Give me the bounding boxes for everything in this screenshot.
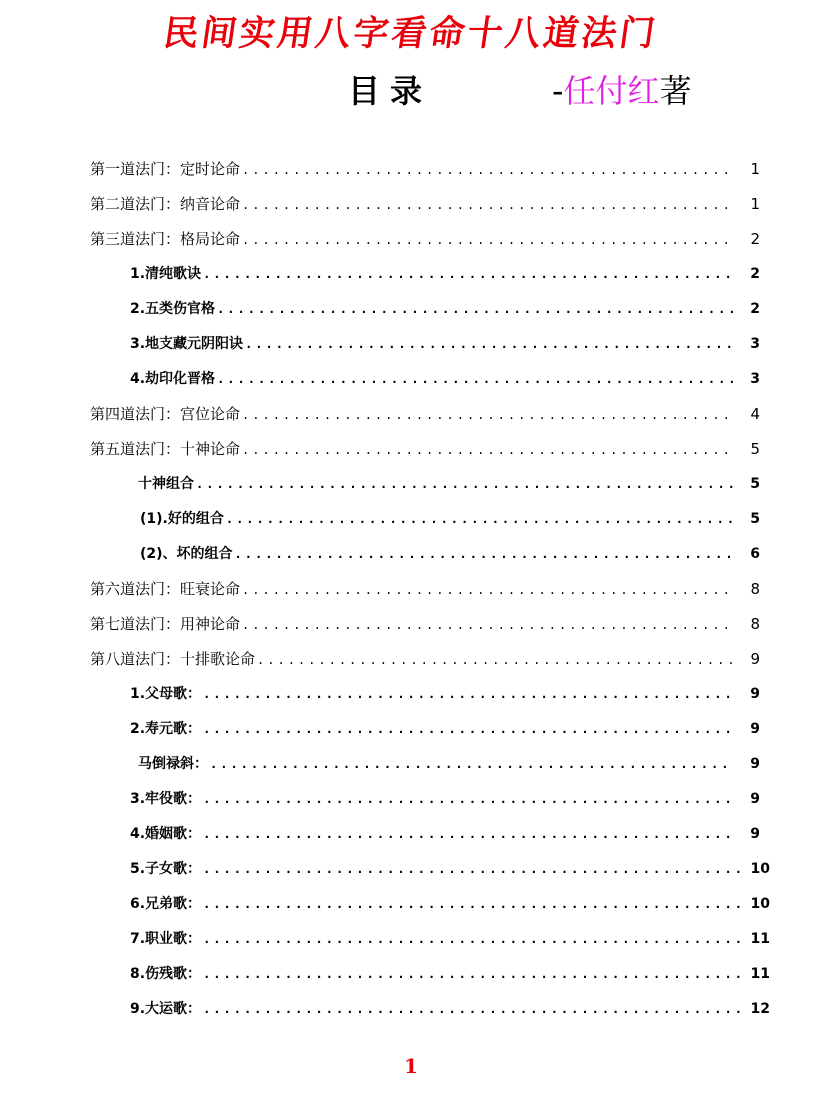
toc-entry-page: 10 — [750, 896, 770, 912]
dot-leader — [242, 408, 734, 422]
toc-entry-page: 5 — [750, 440, 760, 458]
toc-entry[interactable] — [130, 683, 760, 718]
toc-entry-label: 1.清纯歌诀 — [130, 266, 202, 282]
toc-entry-label: 6.兄弟歌： — [130, 896, 202, 912]
toc-entry-page: 10 — [750, 861, 770, 877]
dot-leader — [242, 198, 734, 212]
toc-entry[interactable] — [130, 823, 760, 858]
toc-entry[interactable] — [130, 893, 770, 928]
toc-entry-label: 1.父母歌： — [130, 686, 202, 702]
toc-entry-page: 5 — [750, 476, 760, 492]
toc-entry-label: 9.大运歌： — [130, 1001, 202, 1017]
dot-leader — [203, 1002, 744, 1016]
toc-entry-page: 2 — [750, 301, 760, 317]
toc-entry-label: 第八道法门：十排歌论命 — [90, 650, 256, 668]
toc-entry[interactable] — [138, 473, 760, 508]
dot-leader — [196, 477, 734, 491]
toc-entry[interactable] — [130, 858, 770, 893]
toc-heading: 目录 — [348, 72, 433, 110]
toc-entry[interactable] — [90, 648, 760, 683]
toc-entry[interactable] — [90, 228, 760, 263]
toc-entry-label: 第一道法门：定时论命 — [90, 160, 241, 178]
document-title: 民间实用八字看命十八道法门 — [160, 13, 661, 54]
dot-leader — [257, 653, 734, 667]
toc-entry-page: 8 — [750, 615, 760, 633]
toc-entry[interactable] — [90, 158, 760, 193]
toc-entry-page: 2 — [750, 230, 760, 248]
page-number: 1 — [404, 1054, 418, 1078]
toc-entry-label: (2)、坏的组合 — [140, 546, 233, 562]
dot-leader — [203, 967, 744, 981]
toc-entry[interactable] — [130, 998, 770, 1033]
author-name: 任付红 — [563, 72, 660, 110]
toc-entry-label: 4.婚姻歌： — [130, 826, 202, 842]
dot-leader — [217, 302, 734, 316]
toc-entry[interactable] — [130, 928, 770, 963]
toc-entry-page: 9 — [750, 650, 760, 668]
toc-entry[interactable] — [130, 263, 760, 298]
dot-leader — [242, 233, 734, 247]
toc-entry[interactable] — [90, 613, 760, 648]
toc-entry-label: 第五道法门：十神论命 — [90, 440, 241, 458]
toc-entry-label: 2.寿元歌： — [130, 721, 202, 737]
dot-leader — [203, 792, 734, 806]
toc-entry-label: 第七道法门：用神论命 — [90, 615, 241, 633]
dot-leader — [242, 443, 734, 457]
toc-entry-label: 7.职业歌： — [130, 931, 202, 947]
toc-entry[interactable] — [90, 578, 760, 613]
dot-leader — [235, 547, 734, 561]
toc-entry-page: 12 — [750, 1001, 770, 1017]
toc-entry[interactable] — [130, 298, 760, 333]
toc-entry-label: 4.劫印化晋格 — [130, 371, 216, 387]
toc-entry-label: (1).好的组合 — [140, 511, 224, 527]
toc-entry-label: 十神组合 — [138, 476, 194, 492]
toc-entry-label: 第六道法门：旺衰论命 — [90, 580, 241, 598]
toc-entry-page: 11 — [750, 931, 770, 947]
dot-leader — [242, 163, 734, 177]
toc-entry-page: 11 — [750, 966, 770, 982]
toc-entry[interactable] — [140, 543, 760, 578]
toc-entry-page: 6 — [750, 546, 760, 562]
author-line — [552, 66, 692, 112]
toc-entry[interactable] — [130, 368, 760, 403]
toc-entry[interactable] — [130, 788, 760, 823]
toc-entry-label: 马倒禄斜： — [138, 756, 208, 772]
toc-entry-page: 4 — [750, 405, 760, 423]
dot-leader — [242, 618, 734, 632]
toc-entry-page: 1 — [750, 160, 760, 178]
toc-entry-label: 2.五类伤官格 — [130, 301, 216, 317]
dot-leader — [210, 757, 734, 771]
toc-entry[interactable] — [130, 718, 760, 753]
toc-entry-page: 9 — [750, 791, 760, 807]
toc-entry[interactable] — [138, 753, 760, 788]
toc-entry-page: 3 — [750, 336, 760, 352]
toc-entry-label: 3.牢役歌： — [130, 791, 202, 807]
toc-entry-page: 9 — [750, 826, 760, 842]
dot-leader — [203, 932, 744, 946]
toc-entry-label: 8.伤残歌： — [130, 966, 202, 982]
toc-entry-label: 第四道法门：宫位论命 — [90, 405, 241, 423]
dot-leader — [245, 337, 734, 351]
toc-entry-label: 5.子女歌： — [130, 861, 202, 877]
dot-leader — [203, 897, 744, 911]
toc-entry[interactable] — [90, 403, 760, 438]
toc-entry-page: 2 — [750, 266, 760, 282]
dot-leader — [226, 512, 734, 526]
dot-leader — [203, 862, 744, 876]
toc-entry-page: 9 — [750, 686, 760, 702]
author-suffix: 著 — [659, 72, 692, 110]
toc-entry[interactable] — [90, 193, 760, 228]
toc-entry-page: 9 — [750, 756, 760, 772]
toc-entry-page: 9 — [750, 721, 760, 737]
toc-entry[interactable] — [140, 508, 760, 543]
dot-leader — [242, 583, 734, 597]
toc-entry-page: 3 — [750, 371, 760, 387]
toc-entry[interactable] — [130, 333, 760, 368]
author-dash: - — [552, 72, 564, 110]
dot-leader — [203, 267, 734, 281]
toc-entry-label: 第二道法门：纳音论命 — [90, 195, 241, 213]
dot-leader — [203, 722, 734, 736]
toc-entry-page: 8 — [750, 580, 760, 598]
toc-entry[interactable] — [130, 963, 770, 998]
toc-entry-label: 第三道法门：格局论命 — [90, 230, 241, 248]
toc-entry[interactable] — [90, 438, 760, 473]
dot-leader — [203, 687, 734, 701]
toc-entry-page: 1 — [750, 195, 760, 213]
dot-leader — [217, 372, 734, 386]
dot-leader — [203, 827, 734, 841]
toc-entry-label: 3.地支藏元阴阳诀 — [130, 336, 244, 352]
toc-entry-page: 5 — [750, 511, 760, 527]
